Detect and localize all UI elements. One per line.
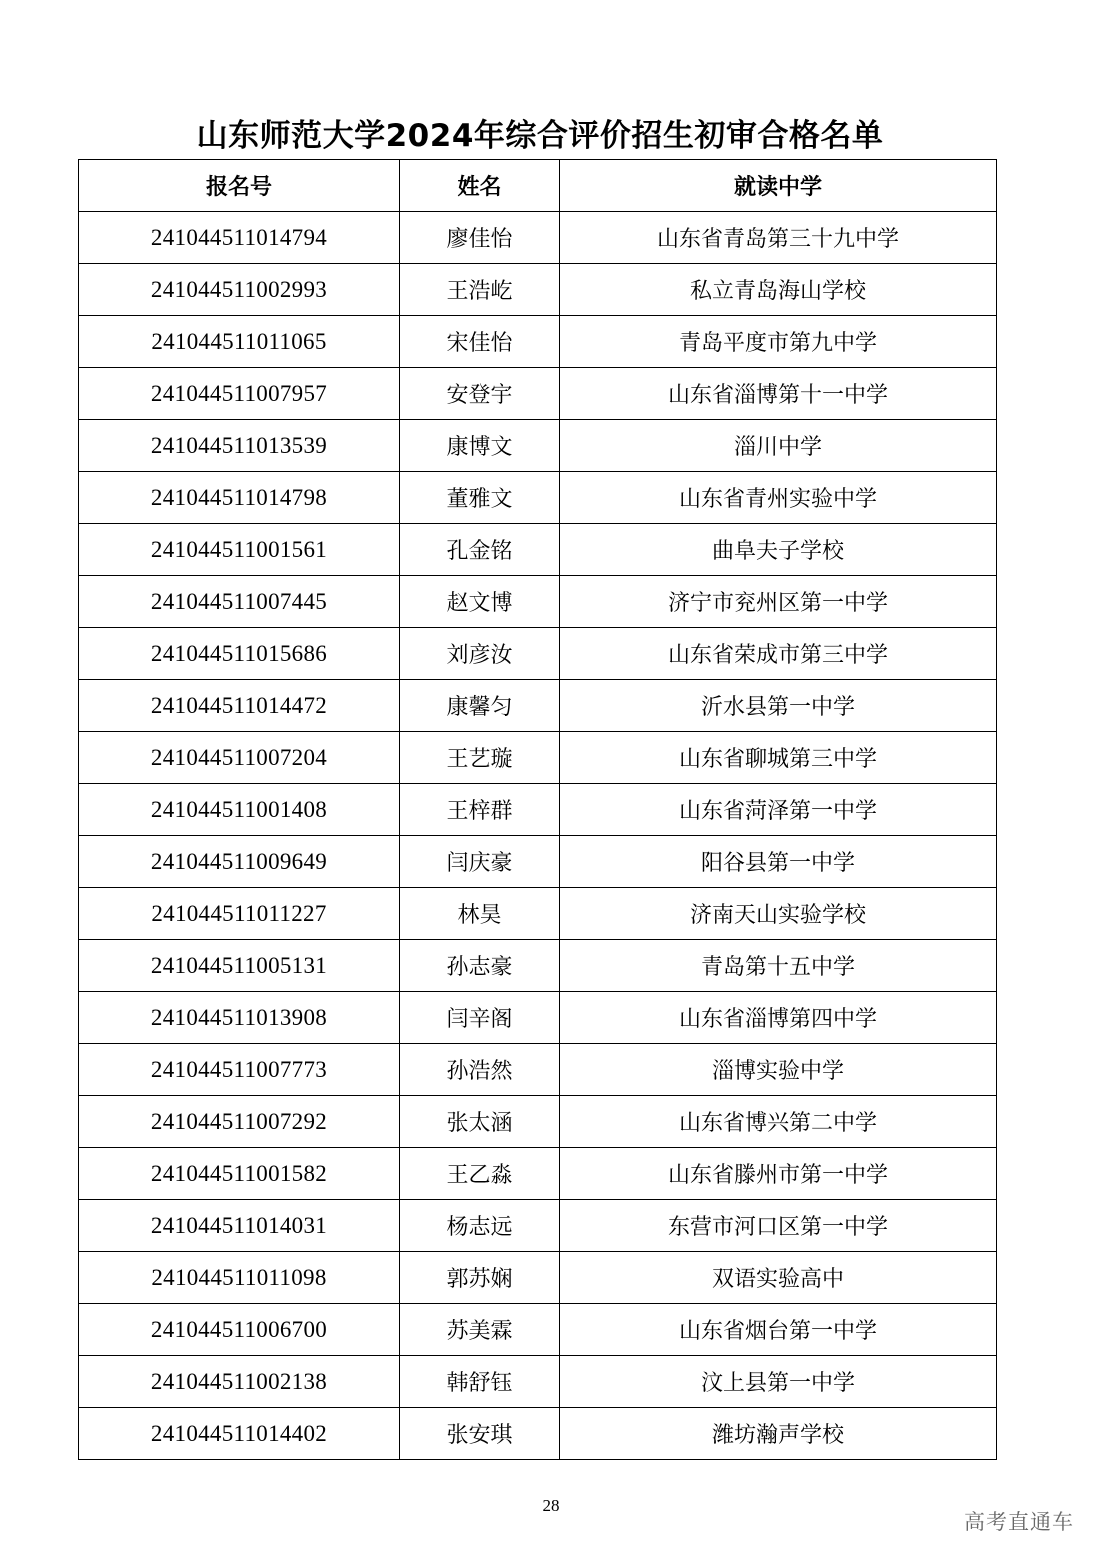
registration-number-cell: 241044511001582 — [79, 1148, 400, 1200]
school-cell: 山东省博兴第二中学 — [560, 1096, 997, 1148]
school-cell: 潍坊瀚声学校 — [560, 1408, 997, 1460]
student-name-cell: 杨志远 — [400, 1200, 560, 1252]
registration-number-cell: 241044511011065 — [79, 316, 400, 368]
table-row — [79, 888, 997, 940]
student-name-cell: 张太涵 — [400, 1096, 560, 1148]
student-name-cell: 孙志豪 — [400, 940, 560, 992]
table-row — [79, 1096, 997, 1148]
student-name-cell: 张安琪 — [400, 1408, 560, 1460]
registration-number-cell: 241044511007292 — [79, 1096, 400, 1148]
registration-number-cell: 241044511002993 — [79, 264, 400, 316]
student-name-cell: 安登宇 — [400, 368, 560, 420]
table-row — [79, 1356, 997, 1408]
school-cell: 济宁市兖州区第一中学 — [560, 576, 997, 628]
table-row — [79, 524, 997, 576]
school-cell: 山东省青州实验中学 — [560, 472, 997, 524]
student-name-cell: 闫庆豪 — [400, 836, 560, 888]
registration-number-cell: 241044511013539 — [79, 420, 400, 472]
school-cell: 双语实验高中 — [560, 1252, 997, 1304]
student-name-cell: 宋佳怡 — [400, 316, 560, 368]
table-row — [79, 1148, 997, 1200]
table-row — [79, 264, 997, 316]
registration-number-cell: 241044511014794 — [79, 212, 400, 264]
student-name-cell: 苏美霖 — [400, 1304, 560, 1356]
school-cell: 山东省荣成市第三中学 — [560, 628, 997, 680]
table-row — [79, 732, 997, 784]
school-cell: 山东省滕州市第一中学 — [560, 1148, 997, 1200]
registration-number-cell: 241044511011227 — [79, 888, 400, 940]
school-cell: 沂水县第一中学 — [560, 680, 997, 732]
registration-number-cell: 241044511014798 — [79, 472, 400, 524]
table-row — [79, 992, 997, 1044]
school-cell: 山东省淄博第十一中学 — [560, 368, 997, 420]
table-body — [79, 212, 997, 1460]
table-row — [79, 368, 997, 420]
table-row — [79, 420, 997, 472]
student-name-cell: 康馨匀 — [400, 680, 560, 732]
page-number: 28 — [542, 1496, 560, 1515]
school-cell: 山东省青岛第三十九中学 — [560, 212, 997, 264]
school-cell: 淄博实验中学 — [560, 1044, 997, 1096]
table-row — [79, 680, 997, 732]
school-cell: 东营市河口区第一中学 — [560, 1200, 997, 1252]
student-name-cell: 赵文博 — [400, 576, 560, 628]
school-cell: 山东省菏泽第一中学 — [560, 784, 997, 836]
registration-number-cell: 241044511007773 — [79, 1044, 400, 1096]
student-name-cell: 韩舒钰 — [400, 1356, 560, 1408]
table-row — [79, 576, 997, 628]
school-cell: 青岛平度市第九中学 — [560, 316, 997, 368]
table-row — [79, 1408, 997, 1460]
student-name-cell: 王艺璇 — [400, 732, 560, 784]
document-title: 山东师范大学2024年综合评价招生初审合格名单 — [196, 118, 884, 154]
student-name-cell: 孙浩然 — [400, 1044, 560, 1096]
admission-list-table — [78, 159, 997, 1460]
student-name-cell: 郭苏娴 — [400, 1252, 560, 1304]
student-name-cell: 廖佳怡 — [400, 212, 560, 264]
school-cell: 曲阜夫子学校 — [560, 524, 997, 576]
registration-number-cell: 241044511014402 — [79, 1408, 400, 1460]
registration-number-cell: 241044511007957 — [79, 368, 400, 420]
table-row — [79, 1304, 997, 1356]
registration-number-cell: 241044511014031 — [79, 1200, 400, 1252]
registration-number-cell: 241044511011098 — [79, 1252, 400, 1304]
registration-number-cell: 241044511002138 — [79, 1356, 400, 1408]
student-name-cell: 王浩屹 — [400, 264, 560, 316]
school-cell: 济南天山实验学校 — [560, 888, 997, 940]
table-row — [79, 1252, 997, 1304]
school-cell: 山东省烟台第一中学 — [560, 1304, 997, 1356]
student-name-cell: 林昊 — [400, 888, 560, 940]
table-row — [79, 784, 997, 836]
school-cell: 阳谷县第一中学 — [560, 836, 997, 888]
school-cell: 山东省聊城第三中学 — [560, 732, 997, 784]
table-row — [79, 212, 997, 264]
school-cell: 私立青岛海山学校 — [560, 264, 997, 316]
column-header-name: 姓名 — [400, 160, 560, 212]
registration-number-cell: 241044511006700 — [79, 1304, 400, 1356]
school-cell: 山东省淄博第四中学 — [560, 992, 997, 1044]
registration-number-cell: 241044511015686 — [79, 628, 400, 680]
table-row — [79, 316, 997, 368]
registration-number-cell: 241044511013908 — [79, 992, 400, 1044]
watermark-text: 高考直通车 — [964, 1510, 1074, 1534]
column-header-school: 就读中学 — [560, 160, 997, 212]
student-name-cell: 王梓群 — [400, 784, 560, 836]
school-cell: 汶上县第一中学 — [560, 1356, 997, 1408]
table-row — [79, 472, 997, 524]
registration-number-cell: 241044511001408 — [79, 784, 400, 836]
registration-number-cell: 241044511014472 — [79, 680, 400, 732]
table-header-row — [79, 160, 997, 212]
table-row — [79, 628, 997, 680]
registration-number-cell: 241044511001561 — [79, 524, 400, 576]
registration-number-cell: 241044511007445 — [79, 576, 400, 628]
registration-number-cell: 241044511009649 — [79, 836, 400, 888]
registration-number-cell: 241044511007204 — [79, 732, 400, 784]
student-name-cell: 孔金铭 — [400, 524, 560, 576]
school-cell: 淄川中学 — [560, 420, 997, 472]
column-header-registration-number: 报名号 — [79, 160, 400, 212]
student-name-cell: 王乙淼 — [400, 1148, 560, 1200]
table-row — [79, 1200, 997, 1252]
table-row — [79, 1044, 997, 1096]
school-cell: 青岛第十五中学 — [560, 940, 997, 992]
table-row — [79, 940, 997, 992]
student-name-cell: 闫辛阁 — [400, 992, 560, 1044]
student-name-cell: 董雅文 — [400, 472, 560, 524]
student-name-cell: 刘彦汝 — [400, 628, 560, 680]
table-row — [79, 836, 997, 888]
registration-number-cell: 241044511005131 — [79, 940, 400, 992]
student-name-cell: 康博文 — [400, 420, 560, 472]
